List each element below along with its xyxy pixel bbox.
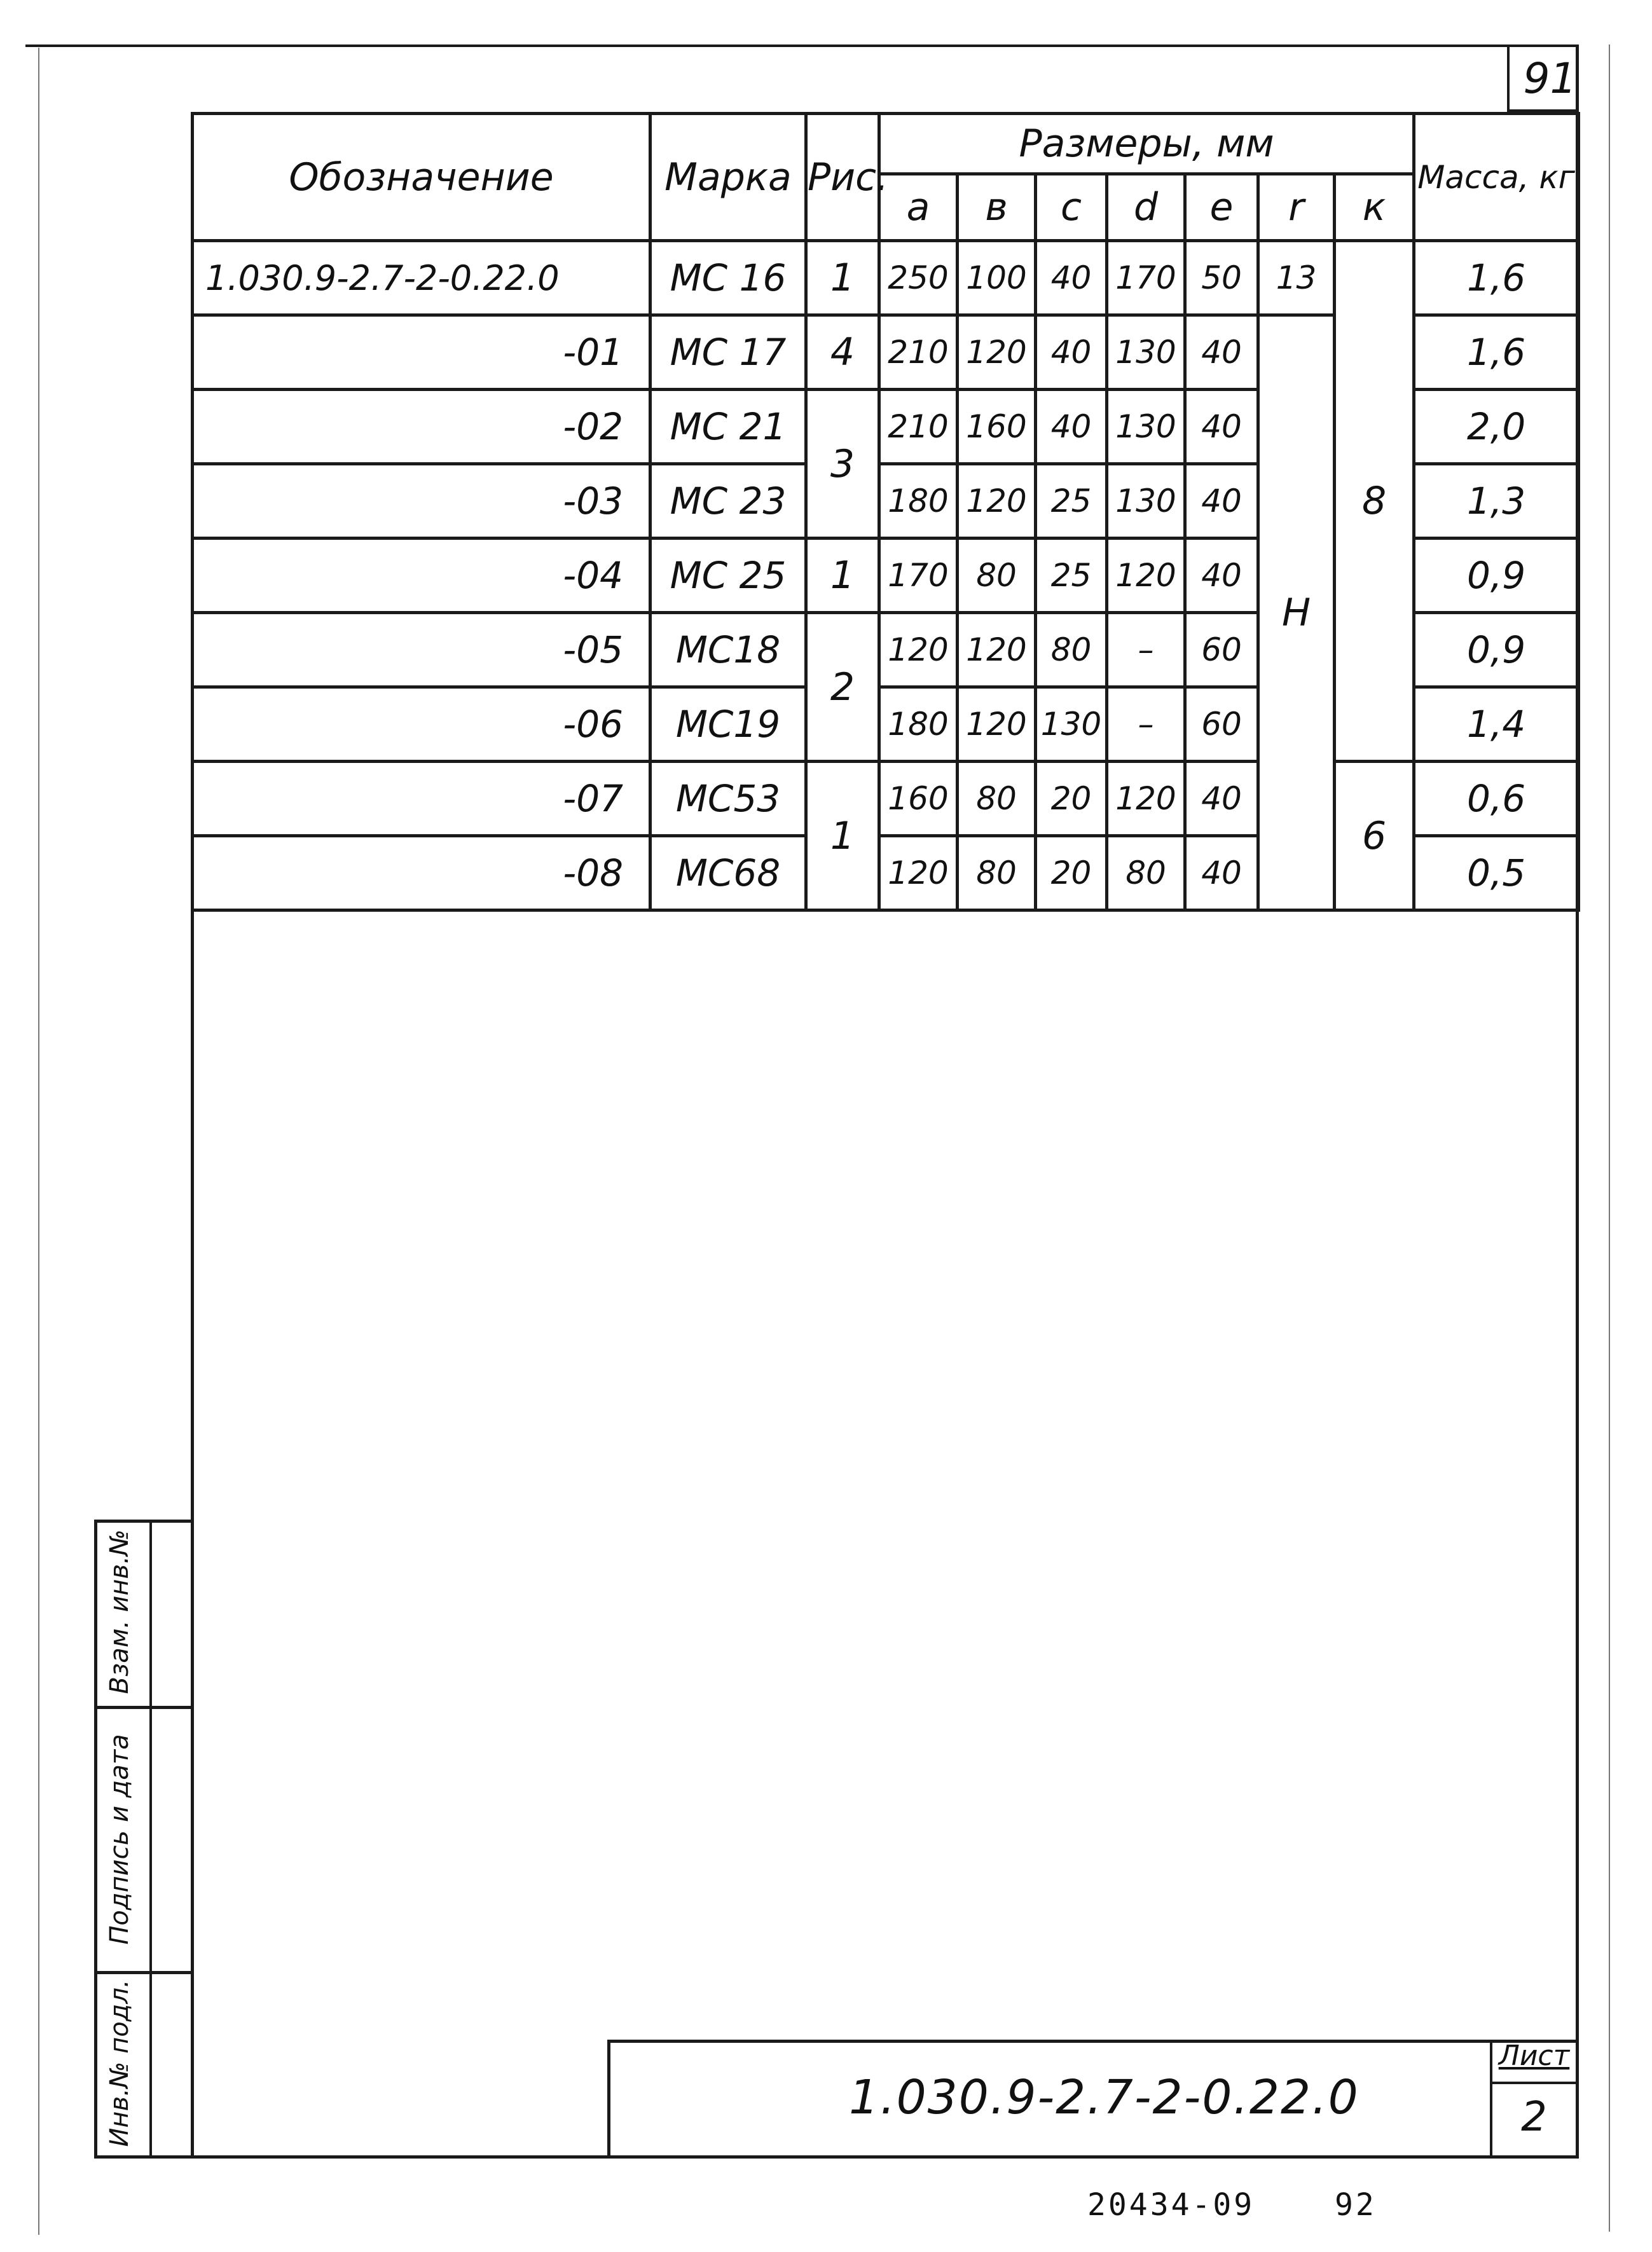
tb-left: [607, 2040, 610, 2157]
header-dim-e: e: [1185, 174, 1258, 241]
cell-mass: 1,3: [1414, 464, 1579, 539]
cell-c: 25: [1036, 539, 1107, 613]
cell-mark: МС 21: [650, 390, 806, 464]
spec-table: [191, 112, 1580, 912]
sheet-number: 2: [1521, 2094, 1547, 2141]
cell-mass: 1,6: [1414, 241, 1579, 315]
cell-b: 120: [958, 613, 1036, 687]
cell-c: 80: [1036, 613, 1107, 687]
cell-a: 180: [879, 464, 958, 539]
cell-d: 170: [1107, 241, 1185, 315]
cell-a: 120: [879, 613, 958, 687]
cell-a: 160: [879, 762, 958, 836]
cell-b: 100: [958, 241, 1036, 315]
cell-figure: 4: [806, 315, 879, 390]
cell-designation: -08: [193, 836, 650, 910]
outer-edge-left: [38, 48, 39, 2235]
cell-designation: -05: [193, 613, 650, 687]
cell-mark: МС 17: [650, 315, 806, 390]
cell-mark: МС19: [650, 687, 806, 762]
cell-d: –: [1107, 613, 1185, 687]
cell-b: 80: [958, 762, 1036, 836]
stamp-repl-inv-label: Взам. инв.№: [105, 1529, 134, 1694]
cell-c: 40: [1036, 315, 1107, 390]
cell-a: 250: [879, 241, 958, 315]
cell-e: 60: [1185, 687, 1258, 762]
cell-b: 120: [958, 464, 1036, 539]
cell-designation: -04: [193, 539, 650, 613]
header-dim-b: в: [958, 174, 1036, 241]
sheet-label: Лист: [1498, 2040, 1570, 2072]
cell-c: 130: [1036, 687, 1107, 762]
cell-mark: МС 16: [650, 241, 806, 315]
cell-c: 25: [1036, 464, 1107, 539]
cell-d: 120: [1107, 539, 1185, 613]
cell-d: 120: [1107, 762, 1185, 836]
cell-k-merged-lower: 6: [1335, 762, 1414, 910]
cell-mass: 1,6: [1414, 315, 1579, 390]
cell-e: 50: [1185, 241, 1258, 315]
title-block: [607, 2040, 1577, 2157]
table-row: [193, 762, 1579, 836]
header-dim-c: c: [1036, 174, 1107, 241]
cell-mass: 0,6: [1414, 762, 1579, 836]
cell-mass: 0,9: [1414, 539, 1579, 613]
cell-a: 170: [879, 539, 958, 613]
stamp-sign-date-label: Подпись и дата: [105, 1734, 134, 1945]
cell-a: 120: [879, 836, 958, 910]
cell-figure-merged: 1: [806, 762, 879, 910]
footer: [1087, 2187, 1377, 2223]
footer-page: 92: [1335, 2187, 1377, 2223]
stamp-inv-orig-label: Инв.№ подл.: [105, 1979, 134, 2147]
cell-e: 40: [1185, 539, 1258, 613]
cell-c: 40: [1036, 241, 1107, 315]
header-dim-r: r: [1258, 174, 1335, 241]
header-mass: Масса, кг: [1414, 114, 1579, 241]
cell-d: 130: [1107, 464, 1185, 539]
cell-designation: -06: [193, 687, 650, 762]
cell-a: 210: [879, 315, 958, 390]
cell-designation: -03: [193, 464, 650, 539]
cell-mass: 0,5: [1414, 836, 1579, 910]
header-mark: Марка: [650, 114, 806, 241]
cell-figure: 1: [806, 539, 879, 613]
cell-mark: МС 25: [650, 539, 806, 613]
cell-a: 180: [879, 687, 958, 762]
cell-a: 210: [879, 390, 958, 464]
cell-b: 120: [958, 315, 1036, 390]
cell-designation: -07: [193, 762, 650, 836]
cell-d: –: [1107, 687, 1185, 762]
cell-c: 40: [1036, 390, 1107, 464]
header-dim-a: a: [879, 174, 958, 241]
cell-mass: 1,4: [1414, 687, 1579, 762]
cell-designation: -02: [193, 390, 650, 464]
cell-figure: 1: [806, 241, 879, 315]
cell-d: 80: [1107, 836, 1185, 910]
cell-figure-merged: 2: [806, 613, 879, 762]
cell-e: 60: [1185, 613, 1258, 687]
cell-mass: 0,9: [1414, 613, 1579, 687]
cell-r: 13: [1258, 241, 1335, 315]
cell-figure-merged: 3: [806, 390, 879, 539]
cell-mark: МС53: [650, 762, 806, 836]
cell-d: 130: [1107, 315, 1185, 390]
cell-b: 80: [958, 836, 1036, 910]
header-dim-k: к: [1335, 174, 1414, 241]
cell-mark: МС68: [650, 836, 806, 910]
header-dim-d: d: [1107, 174, 1185, 241]
cell-designation: 1.030.9-2.7-2-0.22.0: [193, 241, 650, 315]
stamp-outer-left: [94, 1520, 97, 2159]
cell-e: 40: [1185, 315, 1258, 390]
tb-sheet-divider-h: [1490, 2082, 1577, 2084]
cell-b: 120: [958, 687, 1036, 762]
title-block-code: 1.030.9-2.7-2-0.22.0: [849, 2070, 1359, 2125]
cell-e: 40: [1185, 762, 1258, 836]
cell-mass: 2,0: [1414, 390, 1579, 464]
archive-number: 20434-09: [1087, 2187, 1255, 2223]
table-row: [193, 241, 1579, 315]
cell-mark: МС 23: [650, 464, 806, 539]
cell-r-merged: Н: [1258, 315, 1335, 910]
cell-designation: -01: [193, 315, 650, 390]
stamp-divider: [149, 1520, 152, 2159]
cell-b: 80: [958, 539, 1036, 613]
cell-e: 40: [1185, 390, 1258, 464]
header-dimensions: Размеры, мм: [879, 114, 1414, 174]
cell-e: 40: [1185, 836, 1258, 910]
header-figure: Рис.: [806, 114, 879, 241]
frame-top-line: [25, 45, 1577, 47]
tb-top: [607, 2040, 1577, 2043]
cell-c: 20: [1036, 762, 1107, 836]
page-number: 91: [1523, 54, 1577, 103]
header-designation: Обозначение: [193, 114, 650, 241]
cell-k-merged-upper: 8: [1335, 241, 1414, 762]
outer-edge-right: [1609, 45, 1610, 2232]
cell-e: 40: [1185, 464, 1258, 539]
cell-b: 160: [958, 390, 1036, 464]
cell-d: 130: [1107, 390, 1185, 464]
cell-c: 20: [1036, 836, 1107, 910]
cell-mark: МС18: [650, 613, 806, 687]
